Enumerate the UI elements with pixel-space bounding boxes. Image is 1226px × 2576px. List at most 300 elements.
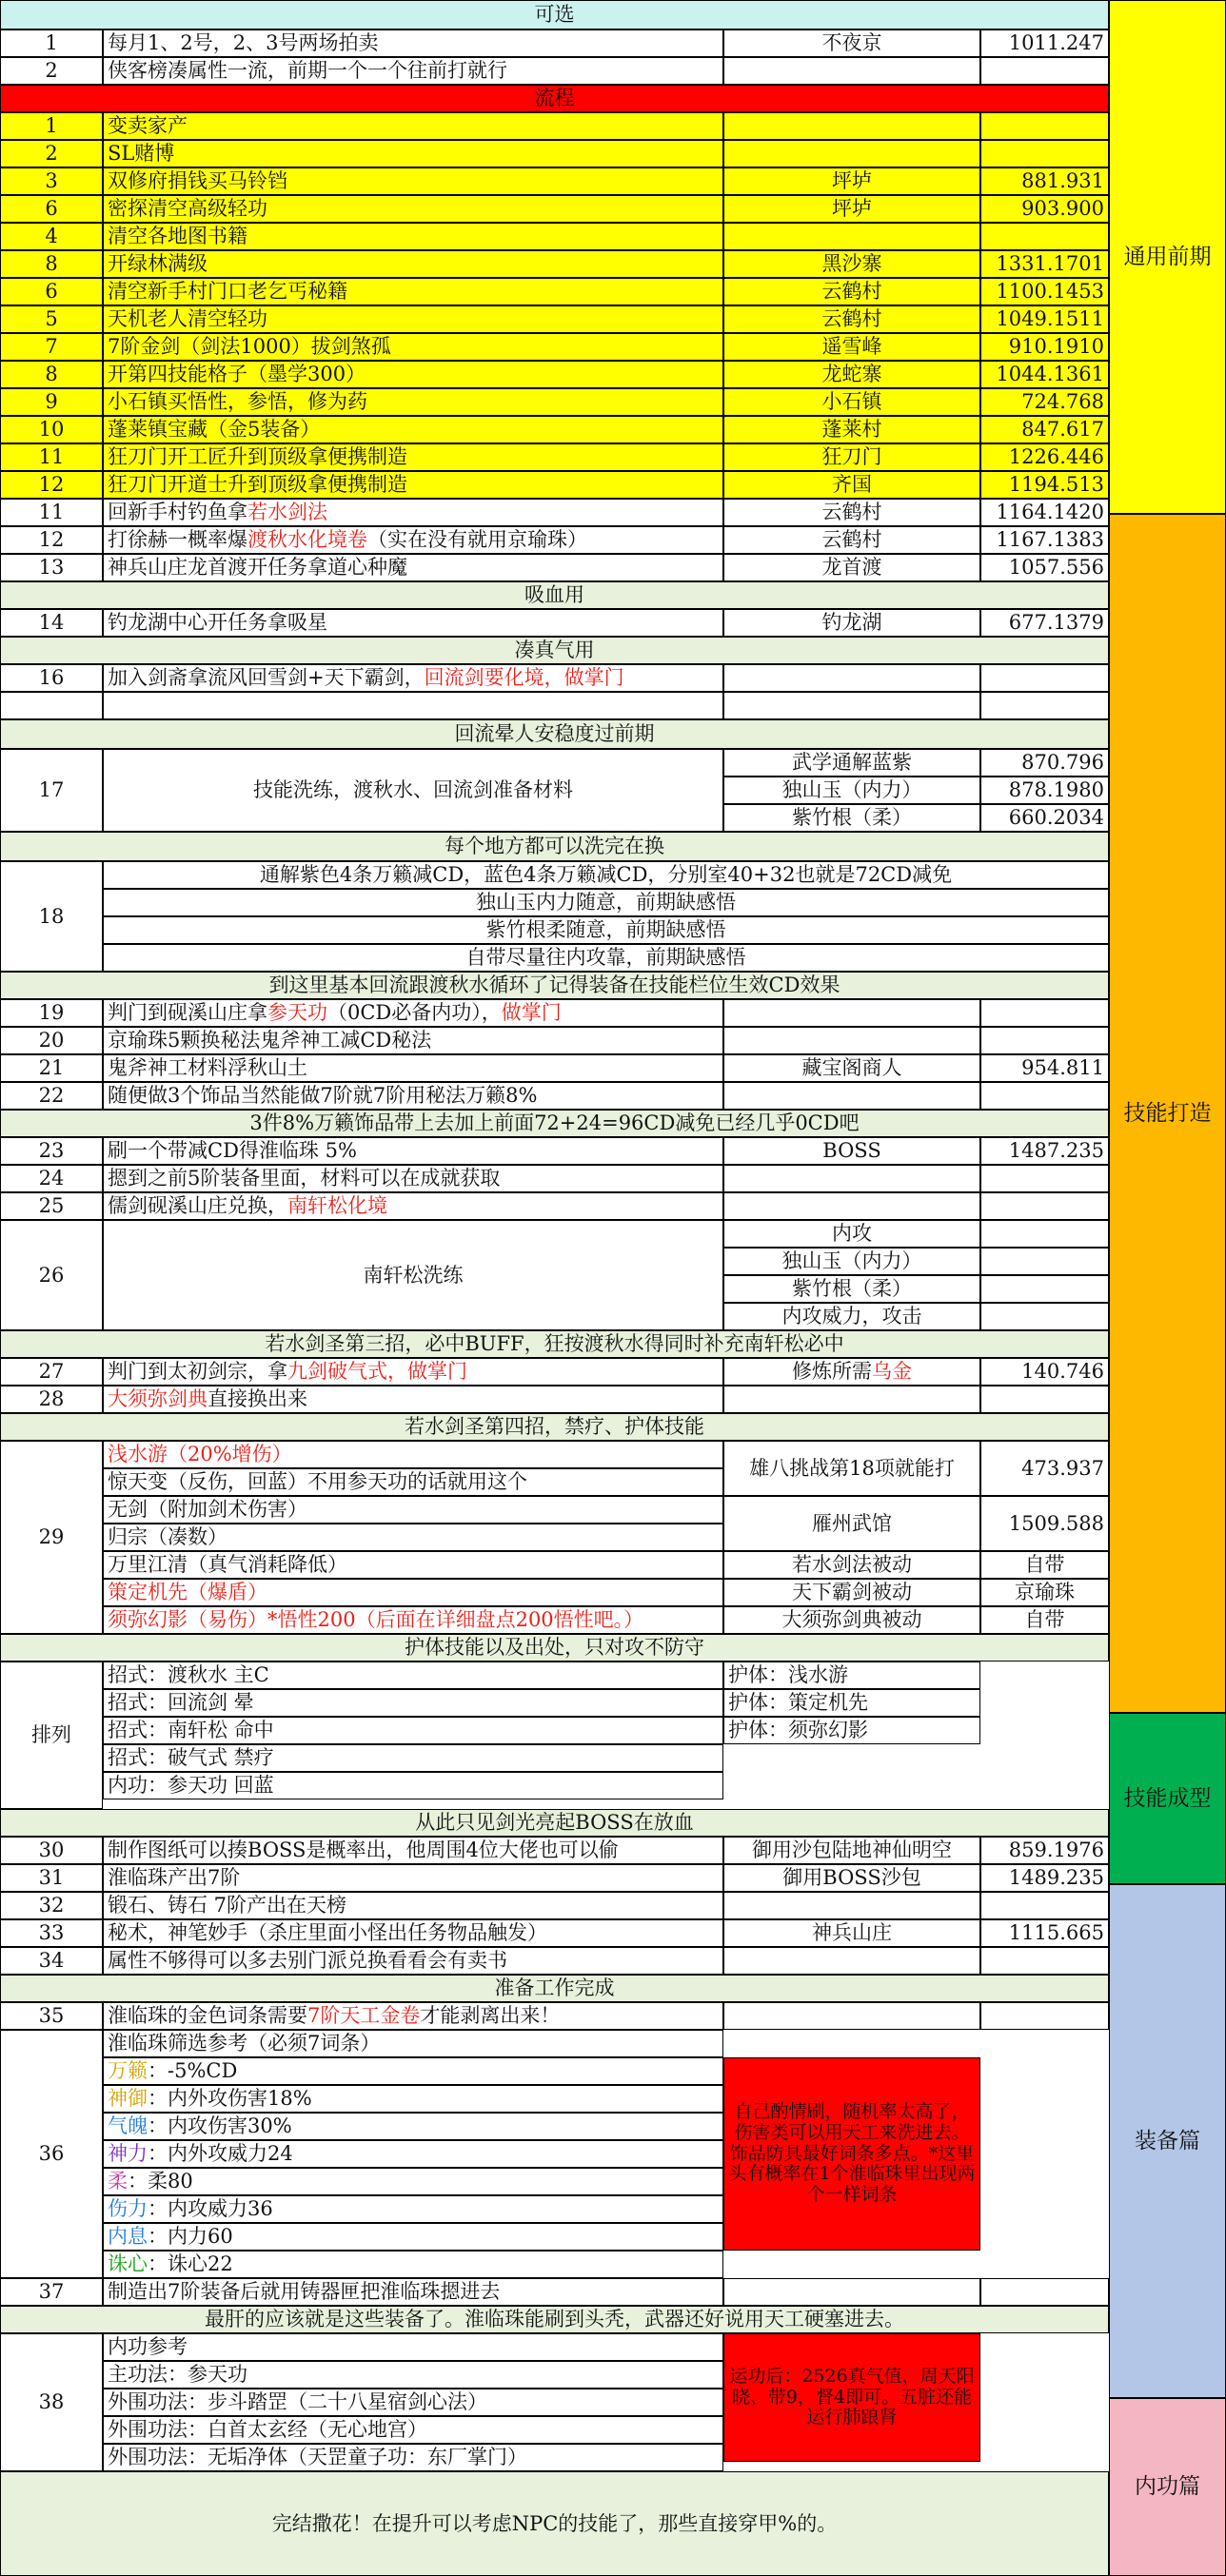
section-header[interactable]	[0, 1809, 1109, 1837]
row-number[interactable]	[0, 1892, 103, 1919]
row-number[interactable]	[0, 2030, 103, 2278]
row-location[interactable]	[723, 1082, 980, 1110]
cell-text: 护体：浅水游	[728, 1663, 848, 1687]
row-coordinate[interactable]	[980, 471, 1109, 499]
wash-item[interactable]	[723, 1303, 980, 1330]
row-text[interactable]	[103, 2278, 723, 2306]
row-coordinate[interactable]	[980, 361, 1109, 388]
row-location[interactable]	[723, 1579, 980, 1606]
row-text[interactable]	[103, 554, 723, 581]
cell-text: 钓龙湖	[821, 611, 882, 635]
row-coordinate[interactable]	[980, 1579, 1109, 1606]
row-number[interactable]	[0, 250, 103, 278]
text-run: ：内外攻伤害18%	[148, 2087, 312, 2111]
row-number[interactable]	[0, 749, 103, 832]
row-coordinate[interactable]	[980, 1864, 1109, 1892]
row-text[interactable]	[103, 1165, 723, 1192]
wash-item[interactable]	[723, 1275, 980, 1303]
row-location[interactable]	[723, 250, 980, 278]
row-location[interactable]	[723, 692, 980, 719]
row-coordinate[interactable]	[980, 333, 1109, 361]
row-number[interactable]	[0, 443, 103, 471]
row-location[interactable]	[723, 1864, 980, 1892]
huti-line[interactable]	[723, 1662, 980, 1689]
skill-line[interactable]	[103, 1579, 723, 1606]
cell-text: 每个地方都可以洗完在换	[445, 835, 664, 858]
cell-text: 刷一个带减CD得淮临珠 5%	[108, 1139, 357, 1163]
cell-text: 若水剑法被动	[792, 1553, 912, 1577]
move-line[interactable]	[103, 1772, 723, 1799]
huti-line[interactable]	[723, 1689, 980, 1717]
row-number[interactable]	[0, 195, 103, 223]
cell-text: 通解紫色4条万籁减CD，蓝色4条万籁减CD，分别室40+32也就是72CD减免	[259, 863, 953, 887]
row-coordinate[interactable]	[980, 1137, 1109, 1165]
row-coordinate[interactable]	[980, 140, 1109, 167]
row-number[interactable]	[0, 2002, 103, 2030]
move-line[interactable]	[103, 1662, 723, 1689]
row-number[interactable]	[0, 1082, 103, 1110]
attr-line[interactable]	[103, 2057, 723, 2085]
row-location[interactable]	[723, 471, 980, 499]
cell-text: 双修府捐钱买马铃铛	[108, 169, 287, 193]
row-coordinate[interactable]	[980, 1165, 1109, 1192]
cell-text: 847.617	[1021, 418, 1104, 442]
cell-text: 小石镇买悟性，参悟，修为药	[108, 390, 367, 414]
row-coordinate[interactable]	[980, 29, 1109, 57]
attr-line[interactable]	[103, 2251, 723, 2278]
attr-line[interactable]	[103, 2085, 723, 2113]
row-location[interactable]	[723, 361, 980, 388]
row-coordinate[interactable]	[980, 2002, 1109, 2030]
cell-text: 排列	[31, 1723, 71, 1747]
row-text[interactable]	[103, 305, 723, 333]
row-coordinate[interactable]	[980, 1919, 1109, 1947]
row-text[interactable]	[103, 1220, 723, 1330]
row-number[interactable]	[0, 333, 103, 361]
row-number[interactable]	[0, 1386, 103, 1413]
inner-line[interactable]	[103, 2416, 723, 2444]
note-box[interactable]	[723, 2057, 980, 2251]
skill-line[interactable]	[103, 1468, 723, 1496]
section-equip[interactable]	[1109, 1884, 1226, 2398]
cell-text: 36	[38, 2142, 65, 2166]
row-text[interactable]	[103, 278, 723, 305]
row-coordinate[interactable]	[980, 1358, 1109, 1386]
row-location[interactable]	[723, 554, 980, 581]
row-coordinate[interactable]	[980, 1496, 1109, 1551]
skill-line[interactable]	[103, 1606, 723, 1634]
cell-text: 到这里基本回流跟渡秋水循环了记得装备在技能栏位生效CD效果	[268, 973, 840, 997]
row-location[interactable]	[723, 140, 980, 167]
row-text[interactable]	[103, 749, 723, 832]
row-number[interactable]	[0, 416, 103, 443]
section-header[interactable]	[0, 1975, 1109, 2002]
cell-text: 内功篇	[1135, 2474, 1200, 2500]
cell-text: 淮临珠产出7阶	[108, 1866, 241, 1890]
row-coordinate[interactable]	[980, 416, 1109, 443]
row-coordinate[interactable]	[980, 250, 1109, 278]
skill-line[interactable]	[103, 1551, 723, 1579]
row-location[interactable]	[723, 57, 980, 85]
row-location[interactable]	[723, 223, 980, 250]
section-header[interactable]	[0, 1110, 1109, 1137]
row-number[interactable]	[0, 609, 103, 637]
row-number[interactable]	[0, 554, 103, 581]
row-number[interactable]	[0, 526, 103, 554]
row-location[interactable]	[723, 416, 980, 443]
row-number[interactable]	[0, 2333, 103, 2471]
attr-line[interactable]	[103, 2223, 723, 2251]
text-run: ：内力60	[148, 2225, 233, 2249]
text-run: 大须弥剑典	[108, 1387, 208, 1411]
cell-text: 2	[45, 59, 58, 83]
cell-text: 12	[38, 473, 65, 497]
row-coordinate[interactable]	[980, 1606, 1109, 1634]
cell-text: 鬼斧神工材料浮秋山土	[108, 1056, 307, 1080]
arrange-label[interactable]	[0, 1662, 103, 1809]
cell-text: 独山玉内力随意，前期缺感悟	[476, 891, 736, 914]
row-location[interactable]	[723, 999, 980, 1027]
section-header[interactable]	[0, 2306, 1109, 2333]
row-number[interactable]	[0, 2278, 103, 2306]
row-location[interactable]	[723, 333, 980, 361]
row-number[interactable]	[0, 861, 103, 972]
cell-text: 紫竹根柔随意，前期缺感悟	[485, 918, 726, 942]
row-location[interactable]	[723, 2278, 980, 2306]
row-number[interactable]	[0, 223, 103, 250]
row-number[interactable]	[0, 471, 103, 499]
row-location[interactable]	[723, 1386, 980, 1413]
row-text[interactable]	[103, 29, 723, 57]
row-number[interactable]	[0, 1441, 103, 1634]
cell-text: 1226.446	[1008, 445, 1104, 469]
cell-text	[108, 2087, 312, 2110]
row-location[interactable]	[723, 1027, 980, 1054]
row-location[interactable]	[723, 1892, 980, 1919]
row-text[interactable]	[103, 944, 1109, 972]
row-coordinate[interactable]	[980, 278, 1109, 305]
attr-line[interactable]	[103, 2140, 723, 2168]
row-text[interactable]	[103, 250, 723, 278]
section-general[interactable]	[1109, 0, 1226, 514]
cell-text: 724.768	[1021, 390, 1104, 414]
row-number[interactable]	[0, 140, 103, 167]
text-run: 乌金	[872, 1360, 912, 1384]
row-number[interactable]	[0, 1192, 103, 1220]
row-location[interactable]	[723, 526, 980, 554]
row-coordinate[interactable]	[980, 1441, 1109, 1496]
row-text[interactable]	[103, 223, 723, 250]
row-number[interactable]	[0, 692, 103, 719]
row-text[interactable]	[103, 416, 723, 443]
row-coordinate[interactable]	[980, 749, 1109, 777]
row-location[interactable]	[723, 1192, 980, 1220]
cell-text: 侠客榜凑属性一流，前期一个一个往前打就行	[108, 59, 507, 83]
note-box[interactable]	[723, 2333, 980, 2462]
cell-text: 技能打造	[1123, 1100, 1212, 1126]
row-coordinate[interactable]	[980, 305, 1109, 333]
row-location[interactable]	[723, 1137, 980, 1165]
row-number[interactable]	[0, 388, 103, 416]
row-number[interactable]	[0, 1947, 103, 1975]
row-text[interactable]	[103, 167, 723, 195]
cell-text: 准备工作完成	[494, 1976, 615, 2000]
row-coordinate[interactable]	[980, 664, 1109, 692]
row-text[interactable]	[103, 499, 723, 526]
attr-line[interactable]	[103, 2113, 723, 2140]
row-number[interactable]	[0, 1054, 103, 1082]
row-coordinate[interactable]	[980, 223, 1109, 250]
row-location[interactable]	[723, 1441, 980, 1496]
row-number[interactable]	[0, 1358, 103, 1386]
row-coordinate[interactable]	[980, 2278, 1109, 2306]
cell-text: 属性不够得可以多去别门派兑换看看会有卖书	[108, 1949, 507, 1973]
row-location[interactable]	[723, 1551, 980, 1579]
row-text[interactable]	[103, 2002, 723, 2030]
wash-item[interactable]	[723, 1220, 980, 1248]
row-location[interactable]	[723, 305, 980, 333]
text-run: 伤力	[108, 2197, 148, 2221]
row-number[interactable]	[0, 1027, 103, 1054]
cell-text: 吸血用	[524, 583, 584, 607]
row-text[interactable]	[103, 471, 723, 499]
cell-text: 859.1976	[1008, 1839, 1104, 1862]
row-number[interactable]	[0, 1919, 103, 1947]
row-number[interactable]	[0, 57, 103, 85]
cell-text: 大须弥剑典被动	[781, 1608, 922, 1632]
row-text[interactable]	[103, 1358, 723, 1386]
section-header[interactable]	[0, 1413, 1109, 1441]
row-coordinate[interactable]	[980, 1027, 1109, 1054]
cell-text: 9	[45, 390, 58, 414]
section-skill-form[interactable]	[1109, 1713, 1226, 1884]
text-run: 修炼所需	[792, 1360, 872, 1384]
material-name[interactable]	[723, 777, 980, 804]
cell-text	[108, 2059, 237, 2082]
row-text[interactable]	[103, 889, 1109, 916]
cell-text: 13	[38, 556, 65, 580]
row-coordinate[interactable]	[980, 554, 1109, 581]
row-coordinate[interactable]	[980, 1220, 1109, 1248]
row-number[interactable]	[0, 1137, 103, 1165]
row-text[interactable]	[103, 333, 723, 361]
row-coordinate[interactable]	[980, 1054, 1109, 1082]
cell-text: SL赌博	[108, 142, 175, 166]
cell-text: 1487.235	[1008, 1139, 1104, 1163]
cell-text: 37	[38, 2280, 65, 2304]
row-coordinate[interactable]	[980, 167, 1109, 195]
inner-line[interactable]	[103, 2444, 723, 2471]
row-number[interactable]	[0, 1220, 103, 1330]
row-text[interactable]	[103, 443, 723, 471]
skill-line[interactable]	[103, 1524, 723, 1551]
material-name[interactable]	[723, 749, 980, 777]
row-number[interactable]	[0, 112, 103, 140]
text-run: 诛心	[108, 2252, 148, 2276]
row-text[interactable]	[103, 1054, 723, 1082]
row-location[interactable]	[723, 443, 980, 471]
huti-line[interactable]	[723, 1717, 980, 1744]
flow-header[interactable]	[0, 85, 1109, 112]
row-text[interactable]	[103, 609, 723, 637]
wash-item[interactable]	[723, 1248, 980, 1275]
inner-line[interactable]	[103, 2361, 723, 2389]
cell-text: 藏宝阁商人	[801, 1056, 902, 1080]
row-coordinate[interactable]	[980, 1551, 1109, 1579]
row-text[interactable]	[103, 57, 723, 85]
row-location[interactable]	[723, 112, 980, 140]
row-location[interactable]	[723, 167, 980, 195]
row-coordinate[interactable]	[980, 195, 1109, 223]
cell-text: 34	[38, 1949, 65, 1973]
row-text[interactable]	[103, 1919, 723, 1947]
move-line[interactable]	[103, 1689, 723, 1717]
row-text[interactable]	[103, 1864, 723, 1892]
row-coordinate[interactable]	[980, 999, 1109, 1027]
text-run: 儒剑砚溪山庄兑换，	[108, 1194, 287, 1218]
cell-text: 1115.665	[1008, 1921, 1104, 1945]
row-text[interactable]	[103, 140, 723, 167]
row-location[interactable]	[723, 1496, 980, 1551]
row-number[interactable]	[0, 499, 103, 526]
row-coordinate[interactable]	[980, 388, 1109, 416]
row-text[interactable]	[103, 1386, 723, 1413]
row-number[interactable]	[0, 1864, 103, 1892]
row-text[interactable]	[103, 195, 723, 223]
row-location[interactable]	[723, 499, 980, 526]
row-location[interactable]	[723, 388, 980, 416]
move-line[interactable]	[103, 1744, 723, 1772]
row-coordinate[interactable]	[980, 1248, 1109, 1275]
row-number[interactable]	[0, 167, 103, 195]
row-coordinate[interactable]	[980, 1837, 1109, 1864]
row-text[interactable]	[103, 916, 1109, 944]
row-text[interactable]	[103, 1892, 723, 1919]
section-header[interactable]	[0, 832, 1109, 861]
cell-text: 8	[45, 363, 58, 386]
row-text[interactable]	[103, 1082, 723, 1110]
row-location[interactable]	[723, 1165, 980, 1192]
row-coordinate[interactable]	[980, 112, 1109, 140]
row-location[interactable]	[723, 1606, 980, 1634]
row-coordinate[interactable]	[980, 1892, 1109, 1919]
section-header[interactable]	[0, 719, 1109, 749]
row-number[interactable]	[0, 1837, 103, 1864]
top-header[interactable]	[0, 0, 1109, 29]
row-location[interactable]	[723, 1358, 980, 1386]
row-number[interactable]	[0, 1165, 103, 1192]
cell-text: 28	[38, 1387, 65, 1411]
cell-text: 677.1379	[1008, 611, 1104, 635]
inner-line[interactable]	[103, 2389, 723, 2416]
row-location[interactable]	[723, 1837, 980, 1864]
row-location[interactable]	[723, 278, 980, 305]
row-text[interactable]	[103, 999, 723, 1027]
row-location[interactable]	[723, 29, 980, 57]
section-inner[interactable]	[1109, 2398, 1226, 2576]
text-run: 神御	[108, 2087, 148, 2111]
row-text[interactable]	[103, 526, 723, 554]
row-text[interactable]	[103, 112, 723, 140]
row-coordinate[interactable]	[980, 1192, 1109, 1220]
row-text[interactable]	[103, 664, 723, 692]
row-text[interactable]	[103, 1192, 723, 1220]
row-text[interactable]	[103, 861, 1109, 889]
skill-line[interactable]	[103, 1441, 723, 1468]
cell-text: 装备篇	[1135, 2128, 1200, 2153]
section-header[interactable]	[0, 972, 1109, 999]
text-run: 判门到砚溪山庄拿	[108, 1001, 267, 1025]
row-number[interactable]	[0, 278, 103, 305]
row-text[interactable]	[103, 1137, 723, 1165]
row-coordinate[interactable]	[980, 1303, 1109, 1330]
row-location[interactable]	[723, 2002, 980, 2030]
skill-line[interactable]	[103, 1496, 723, 1524]
row-coordinate[interactable]	[980, 692, 1109, 719]
row-coordinate[interactable]	[980, 57, 1109, 85]
row-number[interactable]	[0, 664, 103, 692]
cell-text: 外围功法：步斗踏罡（二十八星宿剑心法）	[108, 2390, 487, 2414]
cell-text: 11	[38, 445, 65, 469]
row-number[interactable]	[0, 361, 103, 388]
inner-line[interactable]	[103, 2333, 723, 2361]
row-text[interactable]	[103, 1027, 723, 1054]
row-number[interactable]	[0, 29, 103, 57]
row-location[interactable]	[723, 664, 980, 692]
section-skill-build[interactable]	[1109, 514, 1226, 1713]
row-coordinate[interactable]	[980, 526, 1109, 554]
move-line[interactable]	[103, 1717, 723, 1744]
cell-text: 10	[38, 418, 65, 442]
row-coordinate[interactable]	[980, 777, 1109, 804]
material-name[interactable]	[723, 804, 980, 832]
row-coordinate[interactable]	[980, 804, 1109, 832]
attr-line[interactable]	[103, 2168, 723, 2195]
row-number[interactable]	[0, 305, 103, 333]
row-text[interactable]	[103, 1947, 723, 1975]
row-coordinate[interactable]	[980, 499, 1109, 526]
row-location[interactable]	[723, 1947, 980, 1975]
row-location[interactable]	[723, 609, 980, 637]
cell-text: 2	[45, 142, 58, 166]
row-coordinate[interactable]	[980, 1386, 1109, 1413]
attr-line[interactable]	[103, 2195, 723, 2223]
row-coordinate[interactable]	[980, 443, 1109, 471]
section-header[interactable]	[0, 637, 1109, 664]
section-header[interactable]	[0, 1634, 1109, 1662]
cell-text: 26	[38, 1263, 65, 1287]
row-coordinate[interactable]	[980, 1947, 1109, 1975]
cell-text: 锻石、铸石 7阶产出在天榜	[108, 1894, 347, 1917]
cell-text: 清空各地图书籍	[108, 225, 247, 248]
row-number[interactable]	[0, 999, 103, 1027]
row-location[interactable]	[723, 195, 980, 223]
cell-text: 龙首渡	[821, 556, 882, 580]
section-header[interactable]	[0, 1330, 1109, 1358]
row-text[interactable]	[103, 361, 723, 388]
row-coordinate[interactable]	[980, 609, 1109, 637]
row-text[interactable]	[103, 692, 723, 719]
row-location[interactable]	[723, 1919, 980, 1947]
footer[interactable]	[0, 2471, 1109, 2576]
row-coordinate[interactable]	[980, 1275, 1109, 1303]
row-text[interactable]	[103, 1837, 723, 1864]
section-header[interactable]	[0, 581, 1109, 609]
filter-title[interactable]	[103, 2030, 723, 2057]
row-text[interactable]	[103, 388, 723, 416]
row-coordinate[interactable]	[980, 1082, 1109, 1110]
row-location[interactable]	[723, 1054, 980, 1082]
